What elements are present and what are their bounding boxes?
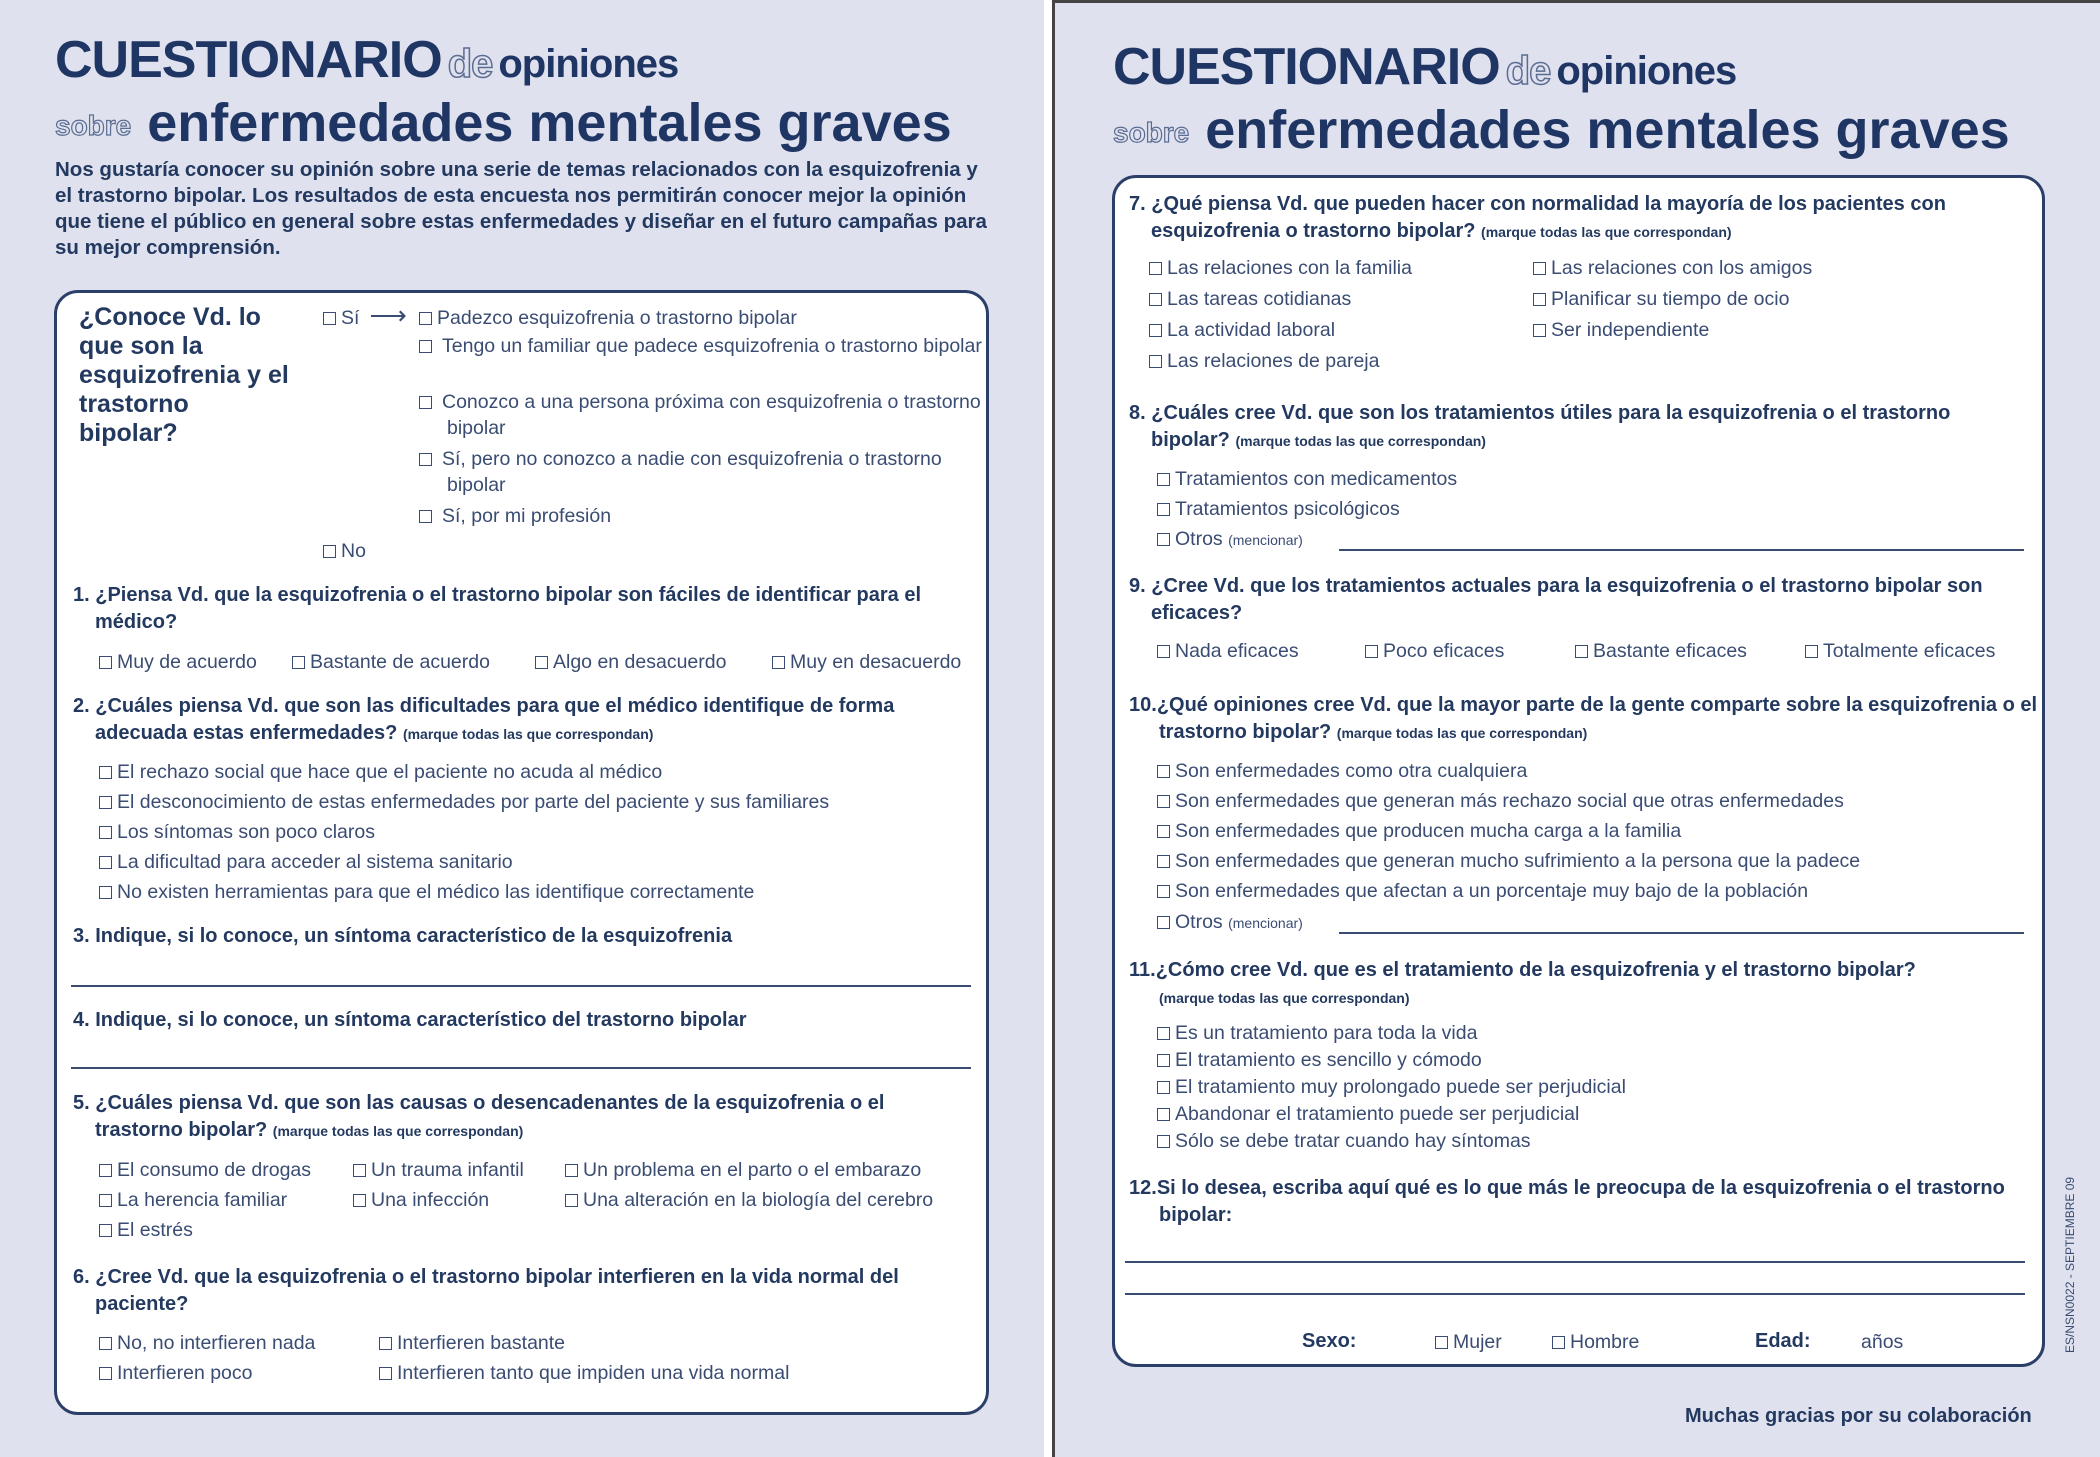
title-de: de: [447, 42, 493, 86]
checkbox[interactable]: [99, 1337, 112, 1350]
checkbox[interactable]: [1552, 1336, 1565, 1349]
checkbox[interactable]: [565, 1164, 578, 1177]
checkbox[interactable]: [1533, 293, 1546, 306]
checkbox[interactable]: [99, 796, 112, 809]
conoce-no-option[interactable]: No: [323, 538, 366, 564]
conoce-option[interactable]: Sí, pero no conozco a nadie con esquizofrenia o trastorno bipolar: [419, 446, 987, 498]
checkbox[interactable]: [99, 1194, 112, 1207]
arrow-right-icon: ⟶: [369, 300, 407, 330]
sexo-mujer-option[interactable]: Mujer: [1435, 1329, 1502, 1355]
q2-option[interactable]: El rechazo social que hace que el paciente no acuda al médico: [99, 759, 662, 785]
q9-option[interactable]: Nada eficaces: [1157, 638, 1299, 664]
q8-option[interactable]: Tratamientos con medicamentos: [1157, 466, 1457, 492]
title-de: de: [1505, 49, 1551, 93]
checkbox[interactable]: [292, 656, 305, 669]
question-5: 5. ¿Cuáles piensa Vd. que son las causas o desencadenantes de la esquizofrenia o el trastorno bipolar? (marque todas las que correspondan): [73, 1092, 885, 1141]
checkbox[interactable]: [1157, 885, 1170, 898]
checkbox[interactable]: [99, 656, 112, 669]
conoce-option[interactable]: Sí, por mi profesión: [419, 503, 611, 529]
conoce-option[interactable]: Padezco esquizofrenia o trastorno bipolar: [419, 305, 797, 331]
q5-option[interactable]: Un trauma infantil: [353, 1157, 524, 1183]
checkbox[interactable]: [1157, 855, 1170, 868]
q2-option[interactable]: La dificultad para acceder al sistema sanitario: [99, 849, 513, 875]
questionnaire-page-1: [0, 0, 1044, 1457]
title-subject: enfermedades mentales graves: [147, 93, 952, 153]
questionnaire-page-2: [1052, 0, 2100, 1457]
checkbox[interactable]: [1435, 1336, 1448, 1349]
title-opiniones: opiniones: [498, 42, 679, 86]
q12-answer-line[interactable]: [1125, 1261, 2025, 1263]
conoce-yes-option[interactable]: Sí ⟶: [323, 305, 407, 331]
checkbox[interactable]: [323, 312, 336, 325]
checkbox[interactable]: [1149, 262, 1162, 275]
question-10: 10.¿Qué opiniones cree Vd. que la mayor parte de la gente comparte sobre la esquizofrenia o el trastorno bipolar? (marque todas las que correspondan): [1129, 694, 2038, 743]
checkbox[interactable]: [353, 1164, 366, 1177]
q9-option[interactable]: Bastante eficaces: [1575, 638, 1747, 664]
question-12: 12.Si lo desea, escriba aquí qué es lo que más le preocupa de la esquizofrenia o el trastorno bipolar:: [1129, 1177, 2005, 1226]
q5-option[interactable]: Un problema en el parto o el embarazo: [565, 1157, 921, 1183]
sexo-label: Sexo:: [1302, 1330, 1357, 1352]
checkbox[interactable]: [1149, 355, 1162, 368]
q10-other-line[interactable]: [1339, 932, 2024, 934]
q9-option[interactable]: Totalmente eficaces: [1805, 638, 1995, 664]
checkbox[interactable]: [99, 886, 112, 899]
question-6: 6. ¿Cree Vd. que la esquizofrenia o el trastorno bipolar interfieren en la vida normal del paciente?: [73, 1266, 899, 1315]
conoce-option[interactable]: Conozco a una persona próxima con esquizofrenia o trastorno bipolar: [419, 389, 987, 441]
checkbox[interactable]: [1157, 765, 1170, 778]
title-cuestionario: CUESTIONARIO: [1113, 38, 1500, 96]
checkbox[interactable]: [1533, 262, 1546, 275]
question-7: 7. ¿Qué piensa Vd. que pueden hacer con normalidad la mayoría de los pacientes con esquizofrenia o trastorno bipolar? (marque todas las que correspondan): [1129, 193, 1946, 242]
q8-option[interactable]: Otros (mencionar): [1157, 526, 1303, 553]
checkbox[interactable]: [1157, 825, 1170, 838]
title-sobre: sobre: [55, 110, 132, 141]
q5-option[interactable]: La herencia familiar: [99, 1187, 287, 1213]
checkbox[interactable]: [1157, 1054, 1170, 1067]
q10-option[interactable]: Son enfermedades como otra cualquiera: [1157, 758, 1527, 784]
checkbox[interactable]: [1157, 1108, 1170, 1121]
q3-answer-line[interactable]: [71, 985, 971, 987]
q2-option[interactable]: Los síntomas son poco claros: [99, 819, 375, 845]
question-9: 9. ¿Cree Vd. que los tratamientos actuales para la esquizofrenia o el trastorno bipolar son eficaces?: [1129, 575, 1983, 624]
q5-option[interactable]: Una infección: [353, 1187, 489, 1213]
checkbox[interactable]: [1157, 473, 1170, 486]
q6-option[interactable]: Interfieren poco: [99, 1360, 253, 1386]
checkbox[interactable]: [99, 1367, 112, 1380]
q7-option[interactable]: Las relaciones de pareja: [1149, 348, 1379, 374]
checkbox[interactable]: [99, 1164, 112, 1177]
q1-option[interactable]: Algo en desacuerdo: [535, 649, 726, 675]
checkbox[interactable]: [379, 1337, 392, 1350]
checkbox[interactable]: [565, 1194, 578, 1207]
checkbox[interactable]: [535, 656, 548, 669]
q6-option[interactable]: No, no interfieren nada: [99, 1330, 315, 1356]
checkbox[interactable]: [1533, 324, 1546, 337]
q2-option[interactable]: No existen herramientas para que el médico las identifique correctamente: [99, 879, 754, 905]
checkbox[interactable]: [379, 1367, 392, 1380]
q5-option[interactable]: El consumo de drogas: [99, 1157, 311, 1183]
q4-answer-line[interactable]: [71, 1067, 971, 1069]
q10-option[interactable]: Son enfermedades que producen mucha carga a la familia: [1157, 818, 1681, 844]
questions-panel: [1112, 175, 2045, 1367]
title-opiniones: opiniones: [1556, 49, 1737, 93]
q8-other-line[interactable]: [1339, 549, 2024, 551]
questions-panel: [54, 290, 989, 1415]
question-3: 3. Indique, si lo conoce, un síntoma característico de la esquizofrenia: [73, 925, 733, 947]
q10-option[interactable]: Son enfermedades que afectan a un porcentaje muy bajo de la población: [1157, 878, 1808, 904]
page-title: [1113, 37, 2010, 161]
checkbox[interactable]: [1157, 1027, 1170, 1040]
q5-option[interactable]: Una alteración en la biología del cerebro: [565, 1187, 933, 1213]
checkbox[interactable]: [99, 826, 112, 839]
q10-option[interactable]: Son enfermedades que generan más rechazo social que otras enfermedades: [1157, 788, 1844, 814]
title-sobre: sobre: [1113, 117, 1190, 148]
checkbox[interactable]: [1157, 645, 1170, 658]
title-subject: enfermedades mentales graves: [1205, 100, 2010, 160]
checkbox[interactable]: [1149, 293, 1162, 306]
checkbox[interactable]: [419, 453, 432, 466]
q11-option[interactable]: El tratamiento es sencillo y cómodo: [1157, 1047, 1482, 1073]
q7-option[interactable]: Las relaciones con la familia: [1149, 255, 1412, 281]
document-code: ES/NSN0022 - SEPTIEMBRE 09: [2063, 1176, 2077, 1353]
checkbox[interactable]: [1157, 1081, 1170, 1094]
checkbox[interactable]: [353, 1194, 366, 1207]
question-11: 11.¿Cómo cree Vd. que es el tratamiento de la esquizofrenia y el trastorno bipolar? (marque todas las que correspondan): [1129, 959, 1916, 1006]
checkbox[interactable]: [1157, 503, 1170, 516]
checkbox[interactable]: [1157, 916, 1170, 929]
q11-option[interactable]: Sólo se debe tratar cuando hay síntomas: [1157, 1128, 1531, 1154]
q11-option[interactable]: Es un tratamiento para toda la vida: [1157, 1020, 1477, 1046]
sexo-hombre-option[interactable]: Hombre: [1552, 1329, 1639, 1355]
q5-option[interactable]: El estrés: [99, 1217, 193, 1243]
q7-option[interactable]: Las relaciones con los amigos: [1533, 255, 1812, 281]
checkbox[interactable]: [419, 510, 432, 523]
thanks-text: Muchas gracias por su colaboración: [1685, 1405, 2032, 1427]
checkbox[interactable]: [1575, 645, 1588, 658]
q2-option[interactable]: El desconocimiento de estas enfermedades por parte del paciente y sus familiares: [99, 789, 829, 815]
q7-option[interactable]: Ser independiente: [1533, 317, 1709, 343]
intro-text: Nos gustaría conocer su opinión sobre una serie de temas relacionados con la esquizofrenia y el trastorno bipolar. Los resultados de esta encuesta nos permitirán conocer mejor la opinión que tiene el público en general sobre estas enfermedades y diseñar en el futuro campañas para su mejor comprensión.: [55, 158, 987, 259]
q6-option[interactable]: Interfieren tanto que impiden una vida normal: [379, 1360, 789, 1386]
checkbox[interactable]: [419, 396, 432, 409]
q11-option[interactable]: El tratamiento muy prolongado puede ser perjudicial: [1157, 1074, 1626, 1100]
checkbox[interactable]: [419, 312, 432, 325]
q7-option[interactable]: Planificar su tiempo de ocio: [1533, 286, 1789, 312]
edad-label: Edad:: [1755, 1330, 1811, 1352]
question-1: 1. ¿Piensa Vd. que la esquizofrenia o el trastorno bipolar son fáciles de identificar para el médico?: [73, 584, 922, 633]
edad-unit: años: [1861, 1331, 1904, 1353]
checkbox[interactable]: [99, 766, 112, 779]
conoce-question: ¿Conoce Vd. lo que son la esquizofrenia y el trastorno bipolar?: [79, 303, 289, 447]
q1-option[interactable]: Bastante de acuerdo: [292, 649, 490, 675]
checkbox[interactable]: [323, 545, 336, 558]
checkbox[interactable]: [99, 1224, 112, 1237]
page-title: [55, 30, 952, 154]
checkbox[interactable]: [1805, 645, 1818, 658]
q7-option[interactable]: La actividad laboral: [1149, 317, 1335, 343]
q7-option[interactable]: Las tareas cotidianas: [1149, 286, 1351, 312]
conoce-option[interactable]: Tengo un familiar que padece esquizofrenia o trastorno bipolar: [419, 333, 987, 359]
checkbox[interactable]: [99, 856, 112, 869]
checkbox[interactable]: [1365, 645, 1378, 658]
q9-option[interactable]: Poco eficaces: [1365, 638, 1504, 664]
checkbox[interactable]: [1149, 324, 1162, 337]
checkbox[interactable]: [1157, 533, 1170, 546]
checkbox[interactable]: [1157, 795, 1170, 808]
checkbox[interactable]: [1157, 1135, 1170, 1148]
q8-option[interactable]: Tratamientos psicológicos: [1157, 496, 1400, 522]
question-8: 8. ¿Cuáles cree Vd. que son los tratamientos útiles para la esquizofrenia o el trastorno bipolar? (marque todas las que correspondan): [1129, 402, 1951, 451]
q12-answer-line[interactable]: [1125, 1293, 2025, 1295]
q1-option[interactable]: Muy de acuerdo: [99, 649, 257, 675]
q10-option[interactable]: Son enfermedades que generan mucho sufrimiento a la persona que la padece: [1157, 848, 1860, 874]
q10-option[interactable]: Otros (mencionar): [1157, 909, 1303, 936]
title-cuestionario: CUESTIONARIO: [55, 31, 442, 89]
q11-option[interactable]: Abandonar el tratamiento puede ser perjudicial: [1157, 1101, 1579, 1127]
checkbox[interactable]: [419, 340, 432, 353]
q6-option[interactable]: Interfieren bastante: [379, 1330, 565, 1356]
q1-option[interactable]: Muy en desacuerdo: [772, 649, 961, 675]
question-2: 2. ¿Cuáles piensa Vd. que son las dificultades para que el médico identifique de forma adecuada estas enfermedades? (marque todas las que correspondan): [73, 695, 895, 744]
checkbox[interactable]: [772, 656, 785, 669]
question-4: 4. Indique, si lo conoce, un síntoma característico del trastorno bipolar: [73, 1009, 747, 1031]
